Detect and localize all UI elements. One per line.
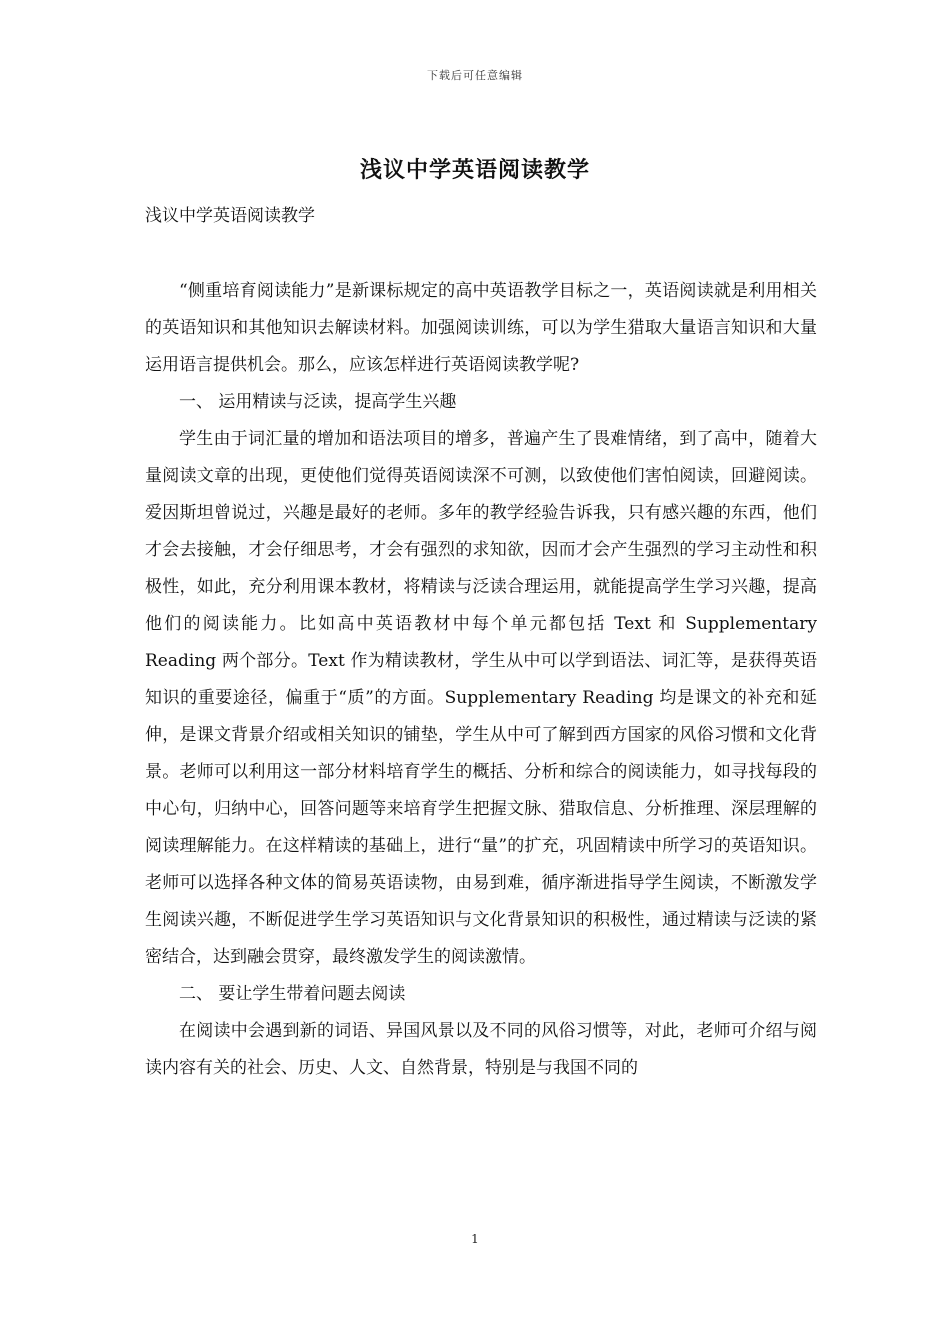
section-heading-1: 一、 运用精读与泛读，提高学生兴趣 xyxy=(179,392,457,412)
section-heading-2: 二、 要让学生带着问题去阅读 xyxy=(179,984,406,1004)
document-body xyxy=(145,273,817,1087)
paragraph-intro: “侧重培育阅读能力”是新课标规定的高中英语教学目标之一，英语阅读就是利用相关的英语知识和其他知识去解读材料。加强阅读训练，可以为学生猎取大量语言知识和大量运用语言提供机会。那么，应该怎样进行英语阅读教学呢? xyxy=(145,281,817,375)
header-note: 下载后可任意编辑 xyxy=(427,69,523,82)
document-subtitle: 浅议中学英语阅读教学 xyxy=(145,206,315,226)
document-title: 浅议中学英语阅读教学 xyxy=(359,157,590,183)
page-number: 1 xyxy=(471,1232,479,1246)
paragraph-section-1: 学生由于词汇量的增加和语法项目的增多，普遍产生了畏难情绪，到了高中，随着大量阅读文章的出现，更使他们觉得英语阅读深不可测，以致使他们害怕阅读，回避阅读。爱因斯坦曾说过，兴趣是最好的老师。多年的教学经验告诉我，只有感兴趣的东西，他们才会去接触，才会仔细思考，才会有强烈的求知欲，因而才会产生强烈的学习主动性和积极性，如此，充分利用课本教材，将精读与泛读合理运用，就能提高学生学习兴趣，提高他们的阅读能力。比如高中英语教材中每个单元都包括 Text 和 Supplementary Reading 两个部分。Text 作为精读教材，学生从中可以学到语法、词汇等，是获得英语知识的重要途径，偏重于“质”的方面。Supplementary Reading 均是课文的补充和延伸，是课文背景介绍或相关知识的铺垫，学生从中可了解到西方国家的风俗习惯和文化背景。老师可以利用这一部分材料培育学生的概括、分析和综合的阅读能力，如寻找每段的中心句，归纳中心，回答问题等来培育学生把握文脉、猎取信息、分析推理、深层理解的阅读理解能力。在这样精读的基础上，进行“量”的扩充，巩固精读中所学习的英语知识。老师可以选择各种文体的简易英语读物，由易到难，循序渐进指导学生阅读，不断激发学生阅读兴趣，不断促进学生学习英语知识与文化背景知识的积极性，通过精读与泛读的紧密结合，达到融会贯穿，最终激发学生的阅读激情。 xyxy=(145,429,817,967)
paragraph-section-2: 在阅读中会遇到新的词语、异国风景以及不同的风俗习惯等，对此，老师可介绍与阅读内容有关的社会、历史、人文、自然背景，特别是与我国不同的 xyxy=(145,1021,817,1078)
